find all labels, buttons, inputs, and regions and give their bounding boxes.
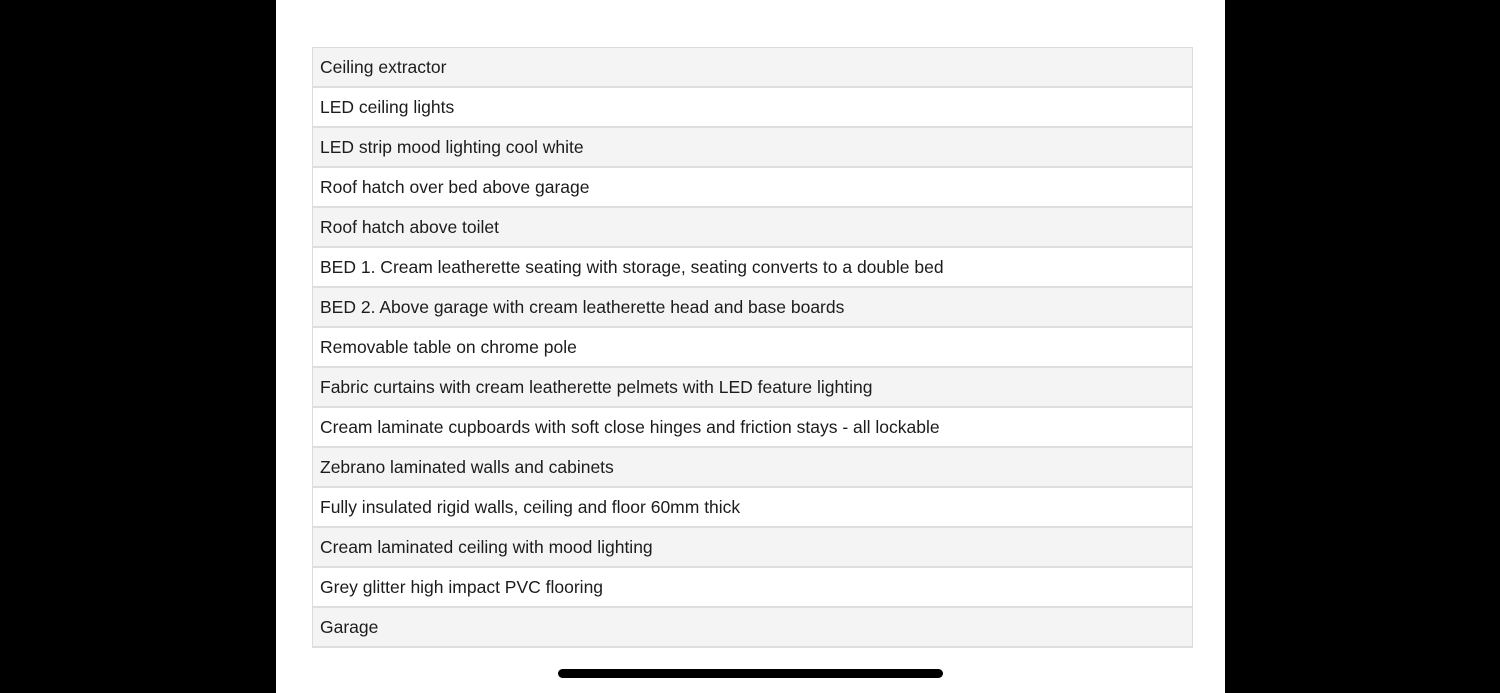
table-row: Roof hatch above toilet [313, 208, 1192, 248]
table-row: Garage [313, 608, 1192, 648]
table-row: Cream laminate cupboards with soft close hinges and friction stays - all lockable [313, 408, 1192, 448]
table-row: Grey glitter high impact PVC flooring [313, 568, 1192, 608]
table-row: Fabric curtains with cream leatherette pelmets with LED feature lighting [313, 368, 1192, 408]
table-row: Cream laminated ceiling with mood lighting [313, 528, 1192, 568]
table-row: Zebrano laminated walls and cabinets [313, 448, 1192, 488]
table-row: BED 1. Cream leatherette seating with storage, seating converts to a double bed [313, 248, 1192, 288]
table-row: Removable table on chrome pole [313, 328, 1192, 368]
spec-table [312, 47, 1193, 648]
table-row: Fully insulated rigid walls, ceiling and floor 60mm thick [313, 488, 1192, 528]
table-row: LED ceiling lights [313, 88, 1192, 128]
table-row: Roof hatch over bed above garage [313, 168, 1192, 208]
screenshot-content [276, 0, 1225, 693]
table-row: BED 2. Above garage with cream leatherette head and base boards [313, 288, 1192, 328]
table-row: LED strip mood lighting cool white [313, 128, 1192, 168]
table-row: Ceiling extractor [313, 48, 1192, 88]
home-indicator-bar[interactable] [558, 669, 943, 678]
